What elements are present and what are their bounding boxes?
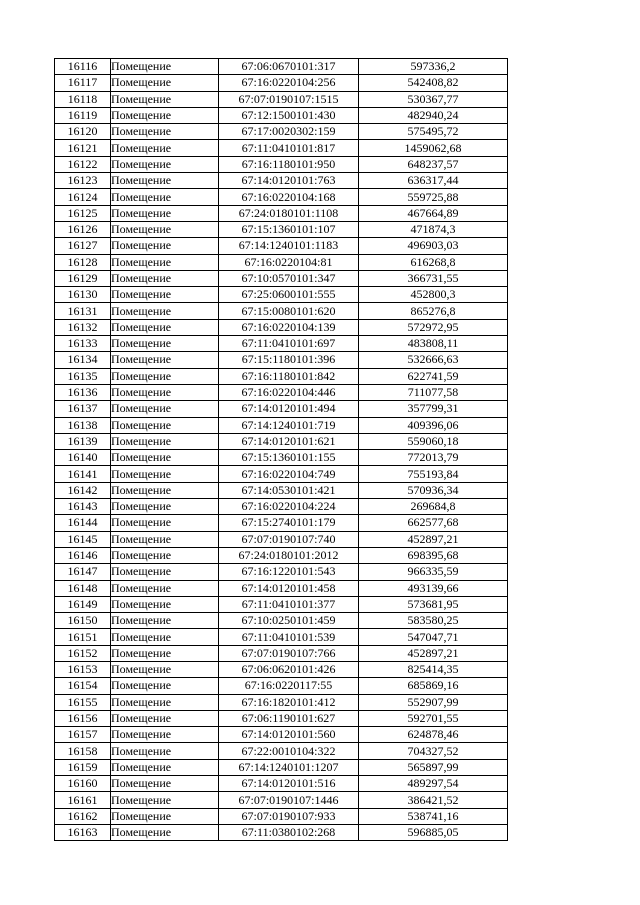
object-type-cell: Помещение	[111, 221, 219, 237]
cadastral-number-cell: 67:07:0190107:740	[219, 531, 359, 547]
cadastral-number-cell: 67:14:0120101:516	[219, 776, 359, 792]
object-type-cell: Помещение	[111, 743, 219, 759]
row-number-cell: 16140	[55, 450, 111, 466]
cadastral-number-cell: 67:22:0010104:322	[219, 743, 359, 759]
table-row	[55, 499, 508, 515]
cadastral-number-cell: 67:11:0410101:817	[219, 140, 359, 156]
table-row	[55, 792, 508, 808]
cadastral-number-cell: 67:25:0600101:555	[219, 287, 359, 303]
object-type-cell: Помещение	[111, 564, 219, 580]
table-row	[55, 678, 508, 694]
cadastral-number-cell: 67:10:0250101:459	[219, 613, 359, 629]
cadastral-value-cell: 622741,59	[359, 368, 508, 384]
row-number-cell: 16122	[55, 156, 111, 172]
row-number-cell: 16142	[55, 482, 111, 498]
object-type-cell: Помещение	[111, 629, 219, 645]
object-type-cell: Помещение	[111, 319, 219, 335]
cadastral-number-cell: 67:15:2740101:179	[219, 515, 359, 531]
table-row	[55, 466, 508, 482]
object-type-cell: Помещение	[111, 824, 219, 840]
property-registry-table	[54, 58, 508, 841]
table-row	[55, 824, 508, 840]
cadastral-number-cell: 67:15:1360101:107	[219, 221, 359, 237]
cadastral-value-cell: 966335,59	[359, 564, 508, 580]
object-type-cell: Помещение	[111, 287, 219, 303]
object-type-cell: Помещение	[111, 75, 219, 91]
table-row	[55, 303, 508, 319]
cadastral-value-cell: 755193,84	[359, 466, 508, 482]
table-row	[55, 661, 508, 677]
cadastral-number-cell: 67:11:0410101:539	[219, 629, 359, 645]
object-type-cell: Помещение	[111, 238, 219, 254]
object-type-cell: Помещение	[111, 792, 219, 808]
table-row	[55, 319, 508, 335]
cadastral-value-cell: 865276,8	[359, 303, 508, 319]
object-type-cell: Помещение	[111, 124, 219, 140]
cadastral-value-cell: 596885,05	[359, 824, 508, 840]
cadastral-number-cell: 67:07:0190107:1515	[219, 91, 359, 107]
table-row	[55, 808, 508, 824]
table-row	[55, 694, 508, 710]
row-number-cell: 16123	[55, 173, 111, 189]
cadastral-number-cell: 67:15:1360101:155	[219, 450, 359, 466]
cadastral-value-cell: 366731,55	[359, 270, 508, 286]
object-type-cell: Помещение	[111, 107, 219, 123]
cadastral-number-cell: 67:14:0120101:621	[219, 433, 359, 449]
cadastral-value-cell: 559725,88	[359, 189, 508, 205]
cadastral-number-cell: 67:16:0220104:168	[219, 189, 359, 205]
object-type-cell: Помещение	[111, 645, 219, 661]
table-row	[55, 124, 508, 140]
cadastral-number-cell: 67:16:0220104:81	[219, 254, 359, 270]
row-number-cell: 16151	[55, 629, 111, 645]
row-number-cell: 16127	[55, 238, 111, 254]
row-number-cell: 16157	[55, 727, 111, 743]
object-type-cell: Помещение	[111, 433, 219, 449]
row-number-cell: 16146	[55, 547, 111, 563]
object-type-cell: Помещение	[111, 205, 219, 221]
row-number-cell: 16160	[55, 776, 111, 792]
object-type-cell: Помещение	[111, 336, 219, 352]
cadastral-number-cell: 67:14:0120101:494	[219, 401, 359, 417]
cadastral-number-cell: 67:11:0410101:377	[219, 596, 359, 612]
cadastral-number-cell: 67:11:0380102:268	[219, 824, 359, 840]
table-row	[55, 205, 508, 221]
cadastral-number-cell: 67:16:0220104:224	[219, 499, 359, 515]
row-number-cell: 16159	[55, 759, 111, 775]
table-row	[55, 433, 508, 449]
object-type-cell: Помещение	[111, 59, 219, 75]
cadastral-number-cell: 67:16:1180101:950	[219, 156, 359, 172]
cadastral-number-cell: 67:16:1180101:842	[219, 368, 359, 384]
table-row	[55, 140, 508, 156]
cadastral-number-cell: 67:16:0220104:446	[219, 384, 359, 400]
table-row	[55, 710, 508, 726]
table-row	[55, 254, 508, 270]
cadastral-value-cell: 357799,31	[359, 401, 508, 417]
row-number-cell: 16132	[55, 319, 111, 335]
object-type-cell: Помещение	[111, 808, 219, 824]
cadastral-value-cell: 685869,16	[359, 678, 508, 694]
object-type-cell: Помещение	[111, 466, 219, 482]
cadastral-value-cell: 636317,44	[359, 173, 508, 189]
table-row	[55, 596, 508, 612]
table-row	[55, 336, 508, 352]
object-type-cell: Помещение	[111, 254, 219, 270]
cadastral-value-cell: 662577,68	[359, 515, 508, 531]
row-number-cell: 16121	[55, 140, 111, 156]
cadastral-number-cell: 67:06:1190101:627	[219, 710, 359, 726]
cadastral-value-cell: 704327,52	[359, 743, 508, 759]
object-type-cell: Помещение	[111, 140, 219, 156]
row-number-cell: 16130	[55, 287, 111, 303]
cadastral-number-cell: 67:14:0530101:421	[219, 482, 359, 498]
table-row	[55, 450, 508, 466]
cadastral-number-cell: 67:06:0620101:426	[219, 661, 359, 677]
row-number-cell: 16147	[55, 564, 111, 580]
cadastral-value-cell: 467664,89	[359, 205, 508, 221]
object-type-cell: Помещение	[111, 303, 219, 319]
row-number-cell: 16154	[55, 678, 111, 694]
table-row	[55, 173, 508, 189]
table-row	[55, 368, 508, 384]
cadastral-value-cell: 597336,2	[359, 59, 508, 75]
table-row	[55, 287, 508, 303]
row-number-cell: 16144	[55, 515, 111, 531]
table-row	[55, 613, 508, 629]
cadastral-value-cell: 493139,66	[359, 580, 508, 596]
table-row	[55, 727, 508, 743]
cadastral-value-cell: 409396,06	[359, 417, 508, 433]
object-type-cell: Помещение	[111, 776, 219, 792]
cadastral-number-cell: 67:16:1220101:543	[219, 564, 359, 580]
cadastral-value-cell: 530367,77	[359, 91, 508, 107]
table-row	[55, 417, 508, 433]
object-type-cell: Помещение	[111, 727, 219, 743]
table-row	[55, 482, 508, 498]
table-row	[55, 645, 508, 661]
row-number-cell: 16133	[55, 336, 111, 352]
row-number-cell: 16152	[55, 645, 111, 661]
cadastral-value-cell: 483808,11	[359, 336, 508, 352]
object-type-cell: Помещение	[111, 596, 219, 612]
cadastral-value-cell: 386421,52	[359, 792, 508, 808]
table-row	[55, 515, 508, 531]
row-number-cell: 16141	[55, 466, 111, 482]
cadastral-number-cell: 67:12:1500101:430	[219, 107, 359, 123]
table-row	[55, 270, 508, 286]
table-row	[55, 352, 508, 368]
row-number-cell: 16118	[55, 91, 111, 107]
table-row	[55, 107, 508, 123]
object-type-cell: Помещение	[111, 450, 219, 466]
cadastral-value-cell: 711077,58	[359, 384, 508, 400]
cadastral-number-cell: 67:24:0180101:2012	[219, 547, 359, 563]
object-type-cell: Помещение	[111, 270, 219, 286]
row-number-cell: 16134	[55, 352, 111, 368]
table-row	[55, 629, 508, 645]
table-row	[55, 91, 508, 107]
object-type-cell: Помещение	[111, 499, 219, 515]
cadastral-value-cell: 452800,3	[359, 287, 508, 303]
object-type-cell: Помещение	[111, 531, 219, 547]
row-number-cell: 16162	[55, 808, 111, 824]
cadastral-value-cell: 1459062,68	[359, 140, 508, 156]
table-row	[55, 776, 508, 792]
object-type-cell: Помещение	[111, 189, 219, 205]
cadastral-number-cell: 67:14:1240101:1207	[219, 759, 359, 775]
registry-table-body	[55, 59, 508, 841]
table-row	[55, 75, 508, 91]
table-row	[55, 189, 508, 205]
row-number-cell: 16126	[55, 221, 111, 237]
row-number-cell: 16156	[55, 710, 111, 726]
cadastral-number-cell: 67:15:0080101:620	[219, 303, 359, 319]
document-page	[54, 58, 508, 841]
table-row	[55, 401, 508, 417]
cadastral-value-cell: 547047,71	[359, 629, 508, 645]
cadastral-number-cell: 67:07:0190107:766	[219, 645, 359, 661]
cadastral-number-cell: 67:11:0410101:697	[219, 336, 359, 352]
object-type-cell: Помещение	[111, 173, 219, 189]
table-row	[55, 384, 508, 400]
row-number-cell: 16137	[55, 401, 111, 417]
cadastral-number-cell: 67:16:0220104:256	[219, 75, 359, 91]
cadastral-number-cell: 67:14:1240101:1183	[219, 238, 359, 254]
cadastral-number-cell: 67:14:0120101:763	[219, 173, 359, 189]
row-number-cell: 16139	[55, 433, 111, 449]
row-number-cell: 16163	[55, 824, 111, 840]
row-number-cell: 16129	[55, 270, 111, 286]
table-row	[55, 238, 508, 254]
row-number-cell: 16161	[55, 792, 111, 808]
cadastral-value-cell: 565897,99	[359, 759, 508, 775]
row-number-cell: 16149	[55, 596, 111, 612]
cadastral-number-cell: 67:14:1240101:719	[219, 417, 359, 433]
cadastral-value-cell: 583580,25	[359, 613, 508, 629]
cadastral-number-cell: 67:16:1820101:412	[219, 694, 359, 710]
cadastral-value-cell: 616268,8	[359, 254, 508, 270]
row-number-cell: 16153	[55, 661, 111, 677]
row-number-cell: 16120	[55, 124, 111, 140]
cadastral-value-cell: 482940,24	[359, 107, 508, 123]
cadastral-number-cell: 67:24:0180101:1108	[219, 205, 359, 221]
object-type-cell: Помещение	[111, 580, 219, 596]
row-number-cell: 16128	[55, 254, 111, 270]
row-number-cell: 16124	[55, 189, 111, 205]
cadastral-number-cell: 67:16:0220104:749	[219, 466, 359, 482]
row-number-cell: 16145	[55, 531, 111, 547]
cadastral-value-cell: 825414,35	[359, 661, 508, 677]
row-number-cell: 16117	[55, 75, 111, 91]
cadastral-number-cell: 67:16:0220104:139	[219, 319, 359, 335]
object-type-cell: Помещение	[111, 547, 219, 563]
cadastral-value-cell: 570936,34	[359, 482, 508, 498]
object-type-cell: Помещение	[111, 694, 219, 710]
row-number-cell: 16119	[55, 107, 111, 123]
object-type-cell: Помещение	[111, 661, 219, 677]
cadastral-value-cell: 532666,63	[359, 352, 508, 368]
row-number-cell: 16131	[55, 303, 111, 319]
object-type-cell: Помещение	[111, 613, 219, 629]
table-row	[55, 547, 508, 563]
object-type-cell: Помещение	[111, 759, 219, 775]
cadastral-number-cell: 67:07:0190107:1446	[219, 792, 359, 808]
table-row	[55, 743, 508, 759]
cadastral-value-cell: 592701,55	[359, 710, 508, 726]
row-number-cell: 16143	[55, 499, 111, 515]
object-type-cell: Помещение	[111, 91, 219, 107]
object-type-cell: Помещение	[111, 401, 219, 417]
cadastral-value-cell: 489297,54	[359, 776, 508, 792]
cadastral-number-cell: 67:15:1180101:396	[219, 352, 359, 368]
table-row	[55, 564, 508, 580]
table-row	[55, 759, 508, 775]
object-type-cell: Помещение	[111, 368, 219, 384]
cadastral-value-cell: 624878,46	[359, 727, 508, 743]
cadastral-value-cell: 471874,3	[359, 221, 508, 237]
cadastral-value-cell: 559060,18	[359, 433, 508, 449]
cadastral-number-cell: 67:16:0220117:55	[219, 678, 359, 694]
cadastral-value-cell: 542408,82	[359, 75, 508, 91]
cadastral-number-cell: 67:14:0120101:458	[219, 580, 359, 596]
object-type-cell: Помещение	[111, 678, 219, 694]
row-number-cell: 16155	[55, 694, 111, 710]
cadastral-number-cell: 67:07:0190107:933	[219, 808, 359, 824]
table-row	[55, 531, 508, 547]
cadastral-value-cell: 575495,72	[359, 124, 508, 140]
row-number-cell: 16158	[55, 743, 111, 759]
cadastral-value-cell: 698395,68	[359, 547, 508, 563]
cadastral-value-cell: 496903,03	[359, 238, 508, 254]
cadastral-value-cell: 648237,57	[359, 156, 508, 172]
table-row	[55, 580, 508, 596]
cadastral-number-cell: 67:10:0570101:347	[219, 270, 359, 286]
cadastral-value-cell: 573681,95	[359, 596, 508, 612]
cadastral-number-cell: 67:14:0120101:560	[219, 727, 359, 743]
object-type-cell: Помещение	[111, 384, 219, 400]
object-type-cell: Помещение	[111, 417, 219, 433]
cadastral-value-cell: 452897,21	[359, 531, 508, 547]
row-number-cell: 16116	[55, 59, 111, 75]
table-row	[55, 59, 508, 75]
object-type-cell: Помещение	[111, 352, 219, 368]
object-type-cell: Помещение	[111, 515, 219, 531]
row-number-cell: 16135	[55, 368, 111, 384]
object-type-cell: Помещение	[111, 710, 219, 726]
row-number-cell: 16136	[55, 384, 111, 400]
row-number-cell: 16125	[55, 205, 111, 221]
cadastral-number-cell: 67:17:0020302:159	[219, 124, 359, 140]
table-row	[55, 221, 508, 237]
table-row	[55, 156, 508, 172]
row-number-cell: 16150	[55, 613, 111, 629]
row-number-cell: 16138	[55, 417, 111, 433]
object-type-cell: Помещение	[111, 482, 219, 498]
object-type-cell: Помещение	[111, 156, 219, 172]
row-number-cell: 16148	[55, 580, 111, 596]
cadastral-number-cell: 67:06:0670101:317	[219, 59, 359, 75]
cadastral-value-cell: 552907,99	[359, 694, 508, 710]
cadastral-value-cell: 538741,16	[359, 808, 508, 824]
cadastral-value-cell: 269684,8	[359, 499, 508, 515]
cadastral-value-cell: 572972,95	[359, 319, 508, 335]
cadastral-value-cell: 772013,79	[359, 450, 508, 466]
cadastral-value-cell: 452897,21	[359, 645, 508, 661]
